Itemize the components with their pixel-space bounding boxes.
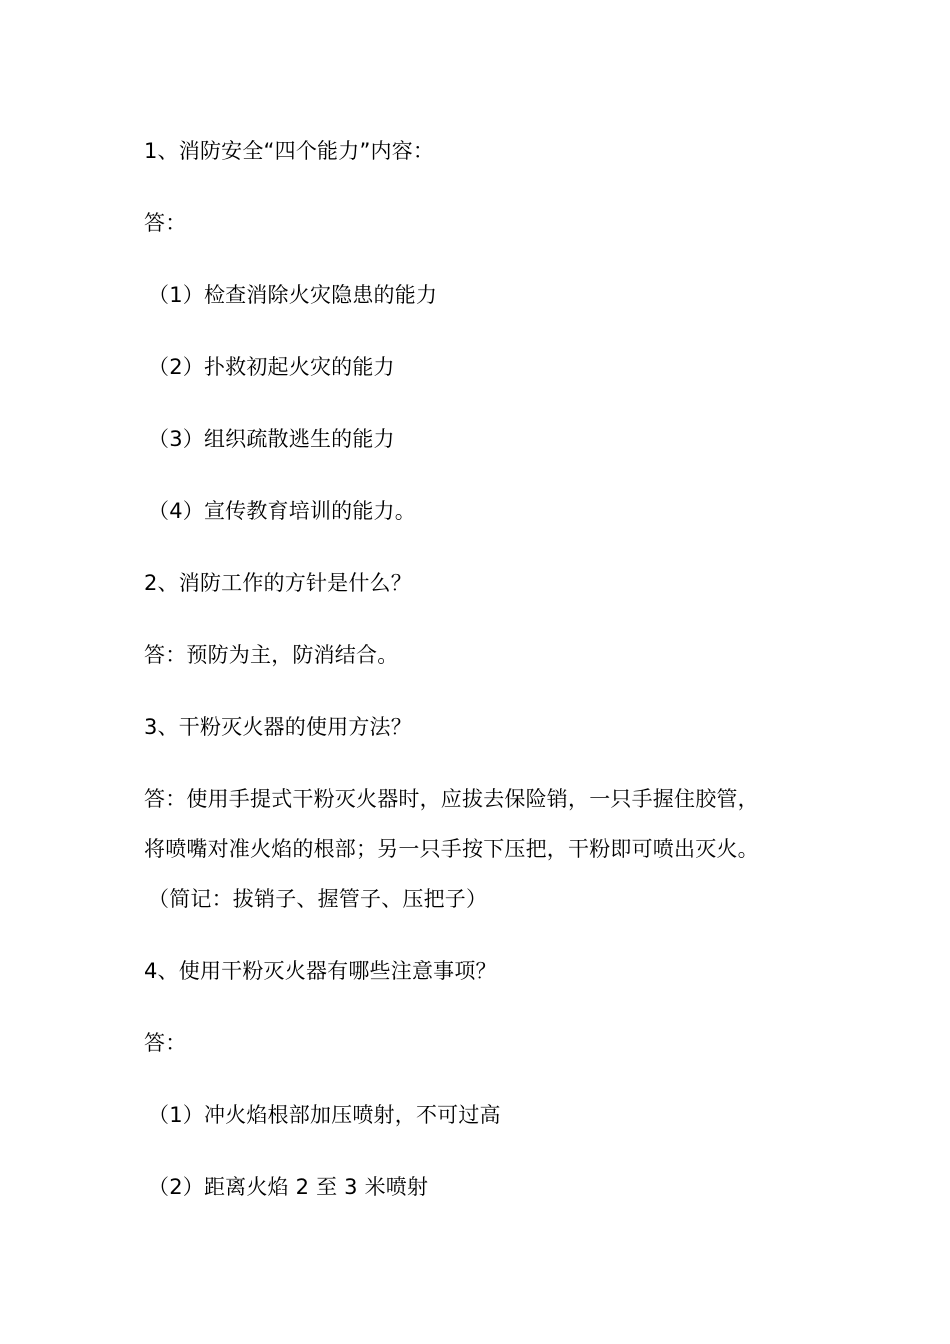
- answer-1-item-4: （4）宣传教育培训的能力。: [148, 499, 416, 523]
- answer-1-item-3: （3）组织疏散逃生的能力: [148, 427, 395, 451]
- question-1: 1、消防安全“四个能力”内容：: [144, 139, 435, 163]
- answer-1-item-2: （2）扑救初起火灾的能力: [148, 355, 395, 379]
- answer-3-line-2: 将喷嘴对准火焰的根部；另一只手按下压把，干粉即可喷出灭火。: [144, 837, 759, 861]
- question-4: 4、使用干粉灭火器有哪些注意事项？: [144, 959, 497, 983]
- answer-4-item-1: （1）冲火焰根部加压喷射，不可过高: [148, 1103, 501, 1127]
- answer-3-note: （简记：拔销子、握管子、压把子）: [148, 887, 488, 911]
- answer-1-item-1: （1）检查消除火灾隐患的能力: [148, 283, 438, 307]
- answer-1-label: 答：: [144, 211, 187, 235]
- question-3: 3、干粉灭火器的使用方法？: [144, 715, 412, 739]
- answer-2: 答：预防为主，防消结合。: [144, 643, 399, 667]
- answer-4-item-2: （2）距离火焰 2 至 3 米喷射: [148, 1175, 429, 1199]
- question-2: 2、消防工作的方针是什么？: [144, 571, 412, 595]
- answer-4-label: 答：: [144, 1031, 187, 1055]
- answer-3-line-1: 答：使用手提式干粉灭火器时，应拔去保险销，一只手握住胶管，: [144, 787, 759, 811]
